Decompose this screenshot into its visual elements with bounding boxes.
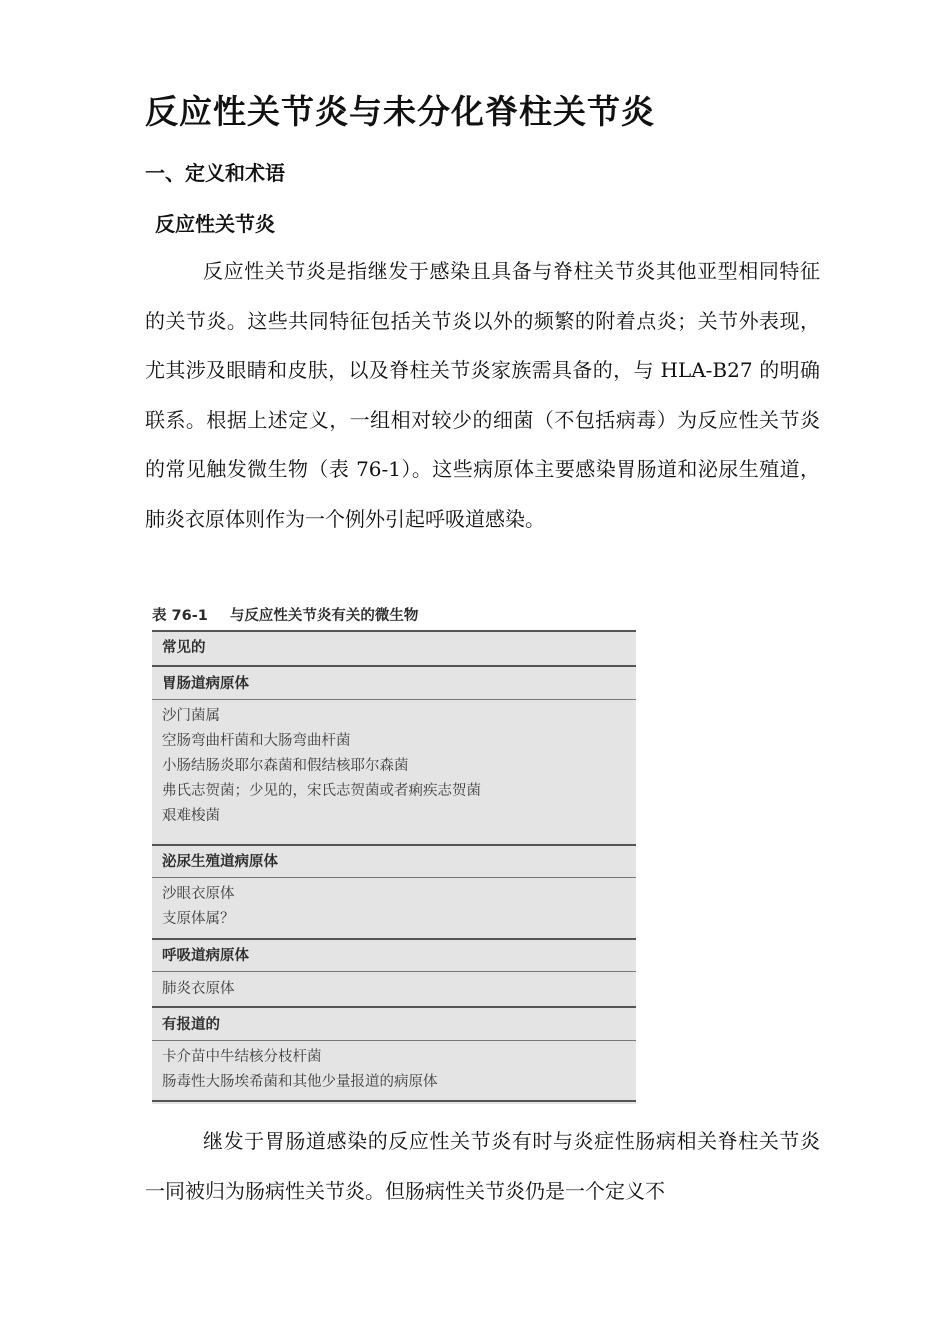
table-list-item: 肺炎衣原体 [162,981,235,997]
table-header-resp: 呼吸道病原体 [162,948,249,964]
table-divider [152,971,636,972]
table-list-gi [152,704,636,829]
subsection-heading: 反应性关节炎 [155,212,275,236]
table-list-item: 肠毒性大肠埃希菌和其他少量报道的病原体 [162,1074,438,1090]
table-divider [152,1040,636,1041]
table-caption-number: 表 76-1 [152,608,208,624]
body-paragraph-1: 反应性关节炎是指继发于感染且具备与脊柱关节炎其他亚型相同特征的关节炎。这些共同特征包括关节炎以外的频繁的附着点炎；关节外表现，尤其涉及眼睛和皮肤，以及脊柱关节炎家族需具备的，与 HLA-B27 的明确联系。根据上述定义，一组相对较少的细菌（不包括病毒）为反应性关节炎的常见触发微生物（表 76-1）。这些病原体主要感染胃肠道和泌尿生殖道，肺炎衣原体则作为一个例外引起呼吸道感染。 [145,259,820,531]
table-caption [152,602,636,630]
page-title: 反应性关节炎与未分化脊柱关节炎 [145,92,655,131]
table-divider [152,665,636,667]
table-divider [152,1006,636,1008]
table-list-item: 空肠弯曲杆菌和大肠弯曲杆菌 [162,733,351,749]
table-list-item: 小肠结肠炎耶尔森菌和假结核耶尔森菌 [162,758,409,774]
table-list-reported [152,1045,636,1095]
table-list-gu [152,882,636,932]
table-list-item: 支原体属？ [162,911,235,927]
microbe-table [152,630,636,1104]
table-list-item: 艰难梭菌 [162,808,220,824]
section-heading: 一、定义和术语 [145,161,285,185]
table-list-item: 弗氏志贺菌；少见的，宋氏志贺菌或者痢疾志贺菌 [162,783,481,799]
table-divider [152,877,636,878]
table-caption-title: 与反应性关节炎有关的微生物 [229,608,419,624]
table-list-item: 沙眼衣原体 [162,886,235,902]
table-divider [152,938,636,940]
table-list-item: 沙门菌属 [162,708,220,724]
table-list-item: 卡介苗中牛结核分枝杆菌 [162,1049,322,1065]
table-figure [152,602,636,1102]
table-divider [152,1100,636,1102]
table-header-reported: 有报道的 [162,1017,220,1033]
table-header-common: 常见的 [162,640,206,656]
table-header-gu: 泌尿生殖道病原体 [162,854,278,870]
table-list-resp [152,977,636,1002]
table-header-gi: 胃肠道病原体 [162,676,249,692]
table-divider [152,844,636,846]
body-paragraph-2: 继发于胃肠道感染的反应性关节炎有时与炎症性肠病相关脊柱关节炎一同被归为肠病性关节炎。但肠病性关节炎仍是一个定义不 [145,1129,820,1203]
table-divider [152,699,636,700]
